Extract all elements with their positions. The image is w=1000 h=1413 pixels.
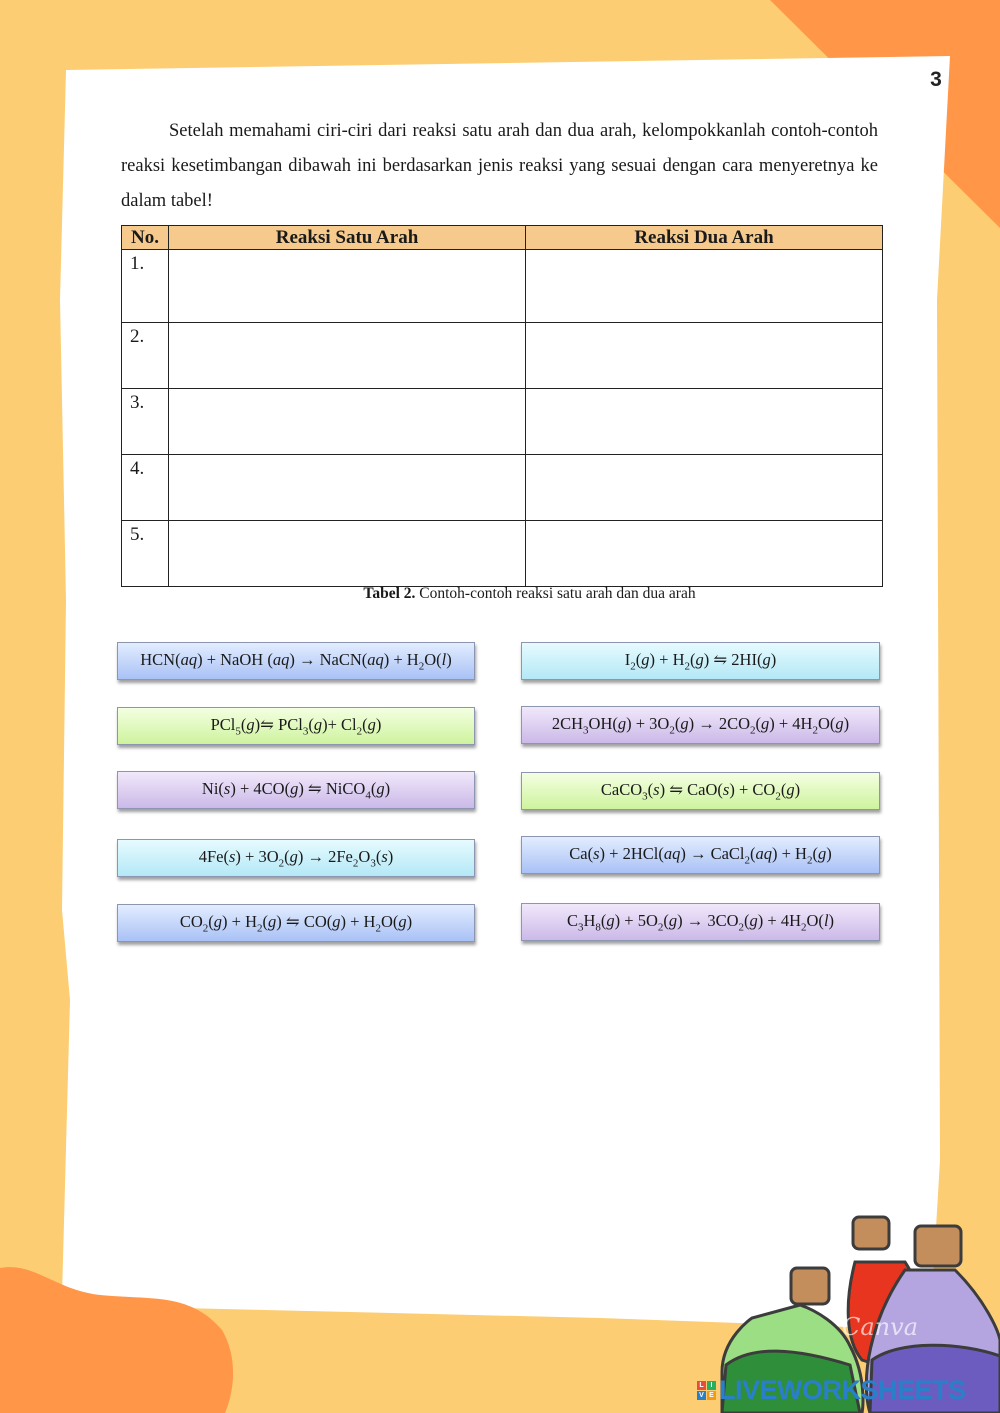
drop-zone-dua-arah[interactable] [526, 389, 883, 455]
reaction-text: CaCO$_3$(s) ⇋ $CaO(s) + CO_2(g)$ [600, 779, 801, 803]
drop-zone-dua-arah[interactable] [526, 250, 883, 323]
drop-zone-satu-arah[interactable] [169, 389, 526, 455]
reaction-text: $4Fe(s) + 3O_2(g) \to 2Fe_2O_3(s)$ [198, 846, 394, 870]
reaction-text: HCN(aq) + NaOH (aq) → NaCN(aq) + $H_2O(l)$ [140, 649, 452, 673]
drop-zone-satu-arah[interactable] [169, 521, 526, 587]
reaction-card-hcn-naoh[interactable] [117, 642, 475, 680]
logo-letter: V [697, 1391, 706, 1400]
row-number: 3. [122, 389, 169, 455]
drop-zone-dua-arah[interactable] [526, 521, 883, 587]
reaction-text: Ni(s) + 4CO(g) ⇋ NiCO$_4$(g) [201, 778, 391, 802]
canva-mark: Canva [842, 1313, 918, 1341]
reaction-text: $2CH_3OH(g) + 3O_2(g) \to 2CO_2(g) + 4H_2O(g)$ [551, 713, 850, 737]
reaction-card-pcl5[interactable] [117, 707, 475, 745]
row-number: 4. [122, 455, 169, 521]
reaction-card-c3h8[interactable] [521, 903, 880, 941]
drop-zone-dua-arah[interactable] [526, 323, 883, 389]
drop-zone-satu-arah[interactable] [169, 323, 526, 389]
reaction-card-ch3oh[interactable] [521, 706, 880, 744]
answer-table [121, 225, 883, 587]
reaction-text: Ca(s) + 2HCl(aq) → CaCl$_2$(aq) + $H_2(g)$ [569, 843, 832, 867]
reaction-card-fe2o3[interactable] [117, 839, 475, 877]
caption-label: Tabel 2. [363, 585, 416, 602]
reaction-card-i2-h2[interactable] [521, 642, 880, 680]
row-number: 2. [122, 323, 169, 389]
caption-text: Contoh-contoh reaksi satu arah dan dua arah [419, 585, 696, 602]
row-number: 5. [122, 521, 169, 587]
instruction-paragraph: Setelah memahami ciri-ciri dari reaksi satu arah dan dua arah, kelompokkanlah contoh-contoh reaksi kesetimbangan dibawah ini berdasarkan jenis reaksi yang sesuai dengan cara menyeretnya ke dalam tabel! [121, 121, 878, 211]
logo-letter: I [707, 1381, 716, 1390]
reaction-card-co2-h2[interactable] [117, 904, 475, 942]
drop-zone-satu-arah[interactable] [169, 250, 526, 323]
reaction-card-nico4[interactable] [117, 771, 475, 809]
reaction-text: PCl$_5$(g)⇋ $PCl_3(g)+ Cl_2(g)$ [210, 714, 382, 738]
header-no: No. [122, 226, 169, 250]
logo-letter: E [707, 1391, 716, 1400]
table-row [122, 389, 883, 455]
table-header-row [122, 226, 883, 250]
table-row [122, 521, 883, 587]
watermark-text: LIVEWORKSHEETS [719, 1374, 966, 1405]
reaction-text: $C_3H_8(g) + 5O_2(g) \to 3CO_2(g) + 4H_2O(l)$ [566, 910, 835, 934]
row-number: 1. [122, 250, 169, 323]
liveworksheets-watermark [697, 1370, 966, 1410]
header-reaksi-satu-arah: Reaksi Satu Arah [169, 226, 526, 250]
reaction-text: $CO_2(g) + H_2(g)$ ⇋ $CO(g) + H_2O(g)$ [179, 911, 413, 935]
table-row [122, 455, 883, 521]
table-row [122, 250, 883, 323]
drop-zone-satu-arah[interactable] [169, 455, 526, 521]
header-reaksi-dua-arah: Reaksi Dua Arah [526, 226, 883, 250]
logo-letter: L [697, 1381, 706, 1390]
table-row [122, 323, 883, 389]
drop-zone-dua-arah[interactable] [526, 455, 883, 521]
reaction-card-cacl2[interactable] [521, 836, 880, 874]
page-number: 3 [930, 68, 942, 91]
reaction-text: $I_2(g) + H_2(g)$ ⇋ 2HI(g) [624, 649, 777, 673]
table-caption [121, 585, 938, 603]
liveworksheets-logo-icon [697, 1381, 716, 1400]
reaction-card-caco3[interactable] [521, 772, 880, 810]
